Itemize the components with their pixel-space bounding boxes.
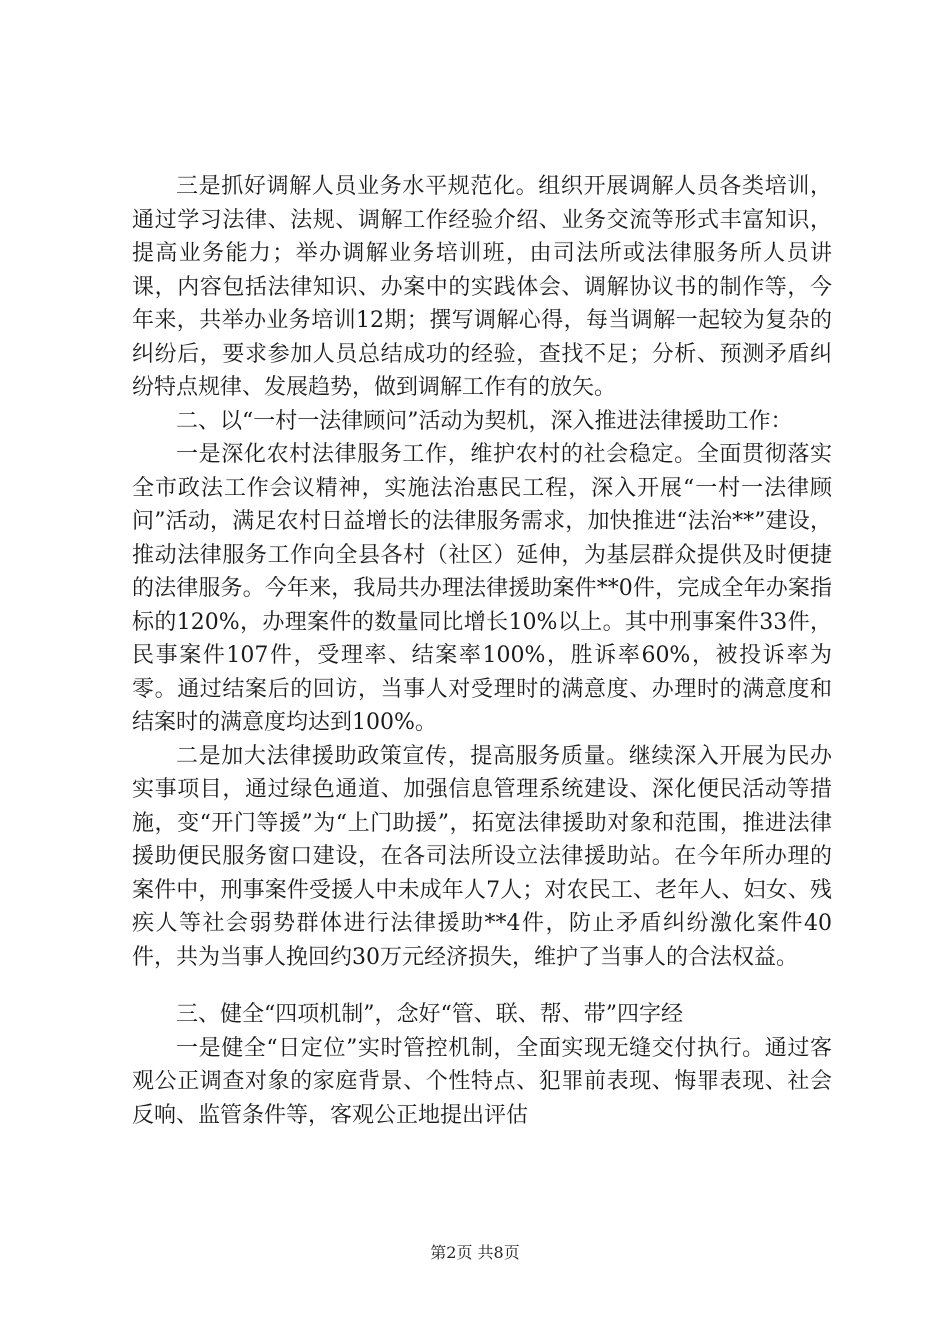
paragraph-daily-positioning: 一是健全“日定位”实时管控机制，全面实现无缝交付执行。通过客观公正调查对象的家庭背景、个性特点、犯罪前表现、悔罪表现、社会反响、监管条件等，客观公正地提出评估 bbox=[132, 1035, 832, 1128]
paragraph-rural-legal-service: 一是深化农村法律服务工作，维护农村的社会稳定。全面贯彻落实全市政法工作会议精神，实施法治惠民工程，深入开展“一村一法律顾问”活动，满足农村日益增长的法律服务需求，加快推进“法治**”建设，推动法律服务工作向全县各村（社区）延伸，为基层群众提供及时便捷的法律服务。今年来，我局共办理法律援助案件**0件，完成全年办案指标的120%，办理案件的数量同比增长10%以上。其中刑事案件33件，民事案件107件，受理率、结案率100%，胜诉率60%，被投诉率为零。通过结案后的回访，当事人对受理时的满意度、办理时的满意度和结案时的满意度均达到100%。 bbox=[132, 442, 832, 735]
paragraph-legal-aid-publicity: 二是加大法律援助政策宣传，提高服务质量。继续深入开展为民办实事项目，通过绿色通道、加强信息管理系统建设、深化便民活动等措施，变“开门等援”为“上门助援”，拓宽法律援助对象和范围，推进法律援助便民服务窗口建设，在各司法所设立法律援助站。在今年所办理的案件中，刑事案件受援人中未成年人7人；对农民工、老年人、妇女、残疾人等社会弱势群体进行法律援助**4件，防止矛盾纠纷激化案件40件，共为当事人挽回约30万元经济损失，维护了当事人的合法权益。 bbox=[132, 743, 832, 970]
paragraph-mediation-training: 三是抓好调解人员业务水平规范化。组织开展调解人员各类培训，通过学习法律、法规、调解工作经验介绍、业务交流等形式丰富知识，提高业务能力；举办调解业务培训班，由司法所或法律服务所人员讲课，内容包括法律知识、办案中的实践体会、调解协议书的制作等，今年来，共举办业务培训12期；撰写调解心得，每当调解一起较为复杂的纠纷后，要求参加人员总结成功的经验，查找不足；分析、预测矛盾纠纷特点规律、发展趋势，做到调解工作有的放矢。 bbox=[132, 174, 832, 400]
page-number-footer: 第2页 共8页 bbox=[430, 1243, 520, 1262]
document-body bbox=[132, 170, 832, 1132]
heading-legal-aid: 二、以“一村一法律顾问”活动为契机，深入推进法律援助工作： bbox=[176, 408, 793, 434]
paragraph-gap bbox=[132, 974, 832, 998]
heading-four-mechanisms: 三、健全“四项机制”，念好“管、联、帮、带”四字经 bbox=[176, 1002, 683, 1027]
